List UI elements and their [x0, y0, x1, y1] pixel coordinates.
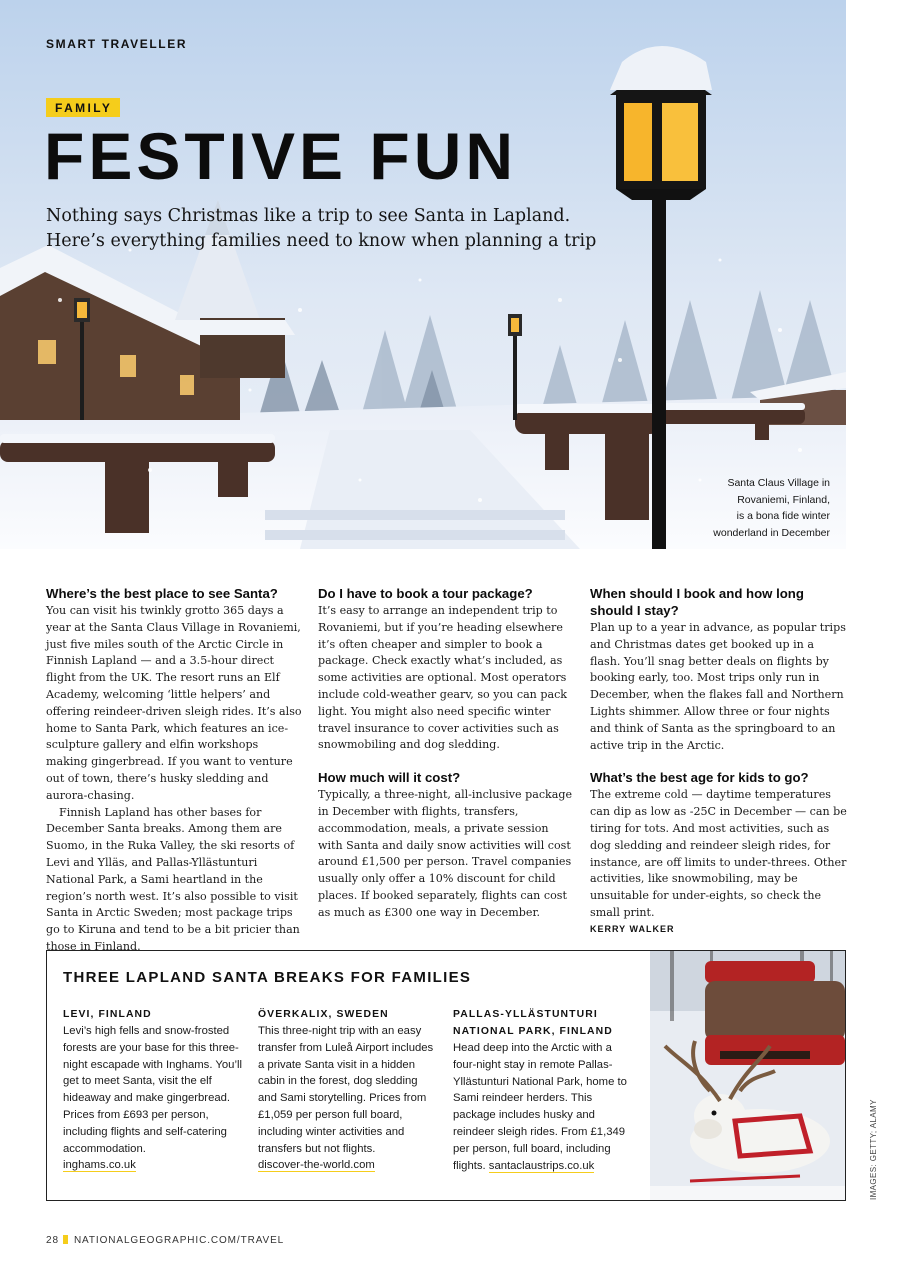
question-heading: When should I book and how long should I stay?: [590, 586, 804, 618]
standfirst-line: Nothing says Christmas like a trip to see Santa in Lapland.: [46, 206, 571, 226]
santa-breaks-box: [46, 950, 846, 1201]
break-levi: [63, 1006, 243, 1174]
break-description: [63, 1023, 243, 1174]
break-heading: ÖVERKALIX, SWEDEN: [258, 1009, 389, 1020]
break-text: Levi’s high fells and snow-frosted forests are your base for this three-night escapade with Inghams. You’ll get to meet Santa, visit the elf hideaway and make gingerbread. Prices from £693 per person, including flights and self-catering accommodation.: [63, 1025, 242, 1155]
break-description: [453, 1040, 633, 1174]
author-byline: KERRY WALKER: [590, 923, 675, 934]
question-heading: Do I have to book a tour package?: [318, 586, 533, 601]
question-heading: How much will it cost?: [318, 770, 461, 786]
headline: FESTIVE FUN: [44, 119, 518, 193]
page-footer: [46, 1235, 284, 1246]
caption-line: is a bona fide winter: [736, 510, 830, 522]
photo-caption: [690, 475, 830, 541]
answer-paragraph: You can visit his twinkly grotto 365 days a year at the Santa Claus Village in Rovaniemi, just five miles south of the Arctic Circle in Finnish Lapland — and a 3.5-hour direct flight from the UK. The resort runs an Elf Academy, welcoming ‘little helpers’ and offering reindeer-driven sleigh rides. It’s also home to Santa Park, which features an ice-sculpture gallery and elfin workshops making gingerbread. If you want to venture out of town, there’s husky sledding and aurora-chasing.: [46, 604, 302, 802]
caption-line: Rovaniemi, Finland,: [737, 493, 830, 506]
inghams-link[interactable]: inghams.co.uk: [63, 1159, 136, 1172]
snowy-village-illustration: [0, 0, 846, 549]
article-column-1: [46, 585, 303, 956]
hero-photo: [0, 0, 846, 549]
standfirst-line: Here’s everything families need to know when planning a trip: [46, 231, 597, 251]
article-column-2: [318, 585, 575, 922]
santaclaustrips-link[interactable]: santaclaustrips.co.uk: [488, 1159, 595, 1172]
answer-paragraph: The extreme cold — daytime temperatures can dip as low as -25C in December — can be tiring for tots. And most activities, such as dog sledding and reindeer sleigh rides, for instance, are off limits to under-threes. Other activities, like snowmobiling, may be unsuitable for under-eights, so check the small print.: [590, 788, 847, 919]
answer-paragraph: It’s easy to arrange an independent trip to Rovaniemi, but if you’re heading elsewhere it’s often cheaper and simpler to book a package. Check exactly what’s included, as some activities are optional. Most operators include cold-weather gearv, so you can pack light. You might also need specific winter travel insurance to cover activities such as snowmobiling and dog sledding.: [318, 604, 568, 752]
caption-line: wonderland in December: [713, 526, 830, 539]
footer-url: NATIONALGEOGRAPHIC.COM/TRAVEL: [73, 1235, 285, 1246]
break-heading: LEVI, FINLAND: [63, 1009, 152, 1020]
article-column-3: [590, 585, 847, 934]
answer-paragraph: Finnish Lapland has other bases for December Santa breaks. Among them are Suomo, in the Ruka Valley, the ski resorts of Levi and Ylläs, and Pallas-Yllästunturi National Park, a Sami heartland in the region’s north west. It’s also possible to visit Santa in Arctic Sweden; most package trips go to Kiruna and tend to be a bit pricier than those in Finland.: [46, 805, 300, 953]
question-heading: Where’s the best place to see Santa?: [46, 586, 278, 601]
break-heading: PALLAS-YLLÄSTUNTURI NATIONAL PARK, FINLAND: [453, 1009, 613, 1037]
break-description: [258, 1023, 438, 1174]
category-tag: FAMILY: [46, 98, 120, 117]
section-label: SMART TRAVELLER: [46, 37, 188, 51]
box-title: THREE LAPLAND SANTA BREAKS FOR FAMILIES: [63, 969, 472, 986]
folio-marker: [63, 1235, 68, 1244]
reindeer-sleigh-photo: [650, 951, 846, 1201]
answer-paragraph: Plan up to a year in advance, as popular trips and Christmas dates get booked up in a flash. You’ll snag better deals on flights by booking early, too. Most trips only run in December, when the flakes fall and Northern Lights shimmer. Allow three or four nights and think of Santa as the springboard to an active trip in the Arctic.: [590, 621, 846, 752]
question-heading: What’s the best age for kids to go?: [590, 770, 809, 786]
break-text: This three-night trip with an easy transfer from Luleå Airport includes a private Santa visit in a hidden cabin in the forest, dog sledding and Sami storytelling. Prices from £1,059 per person full board, including winter activities and transfers but not flights.: [258, 1025, 434, 1155]
break-text: Head deep into the Arctic with a four-night stay in remote Pallas-Yllästunturi National Park, home to Sami reindeer herders. This package includes husky and reindeer sleigh rides. From £1,349 per person, full board, including flights.: [453, 1042, 627, 1172]
caption-line: Santa Claus Village in: [727, 477, 830, 489]
standfirst: [46, 204, 636, 254]
image-credit: IMAGES: GETTY; ALAMY: [869, 1099, 878, 1200]
answer-paragraph: Typically, a three-night, all-inclusive package in December with flights, transfers, accommodation, meals, a private session with Santa and daily snow activities will cost around £1,500 per person. Travel companies usually only offer a 10% discount for child places. If booked separately, flights can cost as much as £300 one way in December.: [318, 788, 573, 919]
break-overkalix: [258, 1006, 438, 1174]
discover-the-world-link[interactable]: discover-the-world.com: [258, 1159, 375, 1172]
break-pallas: [453, 1006, 633, 1174]
page-number: 28: [46, 1235, 59, 1246]
